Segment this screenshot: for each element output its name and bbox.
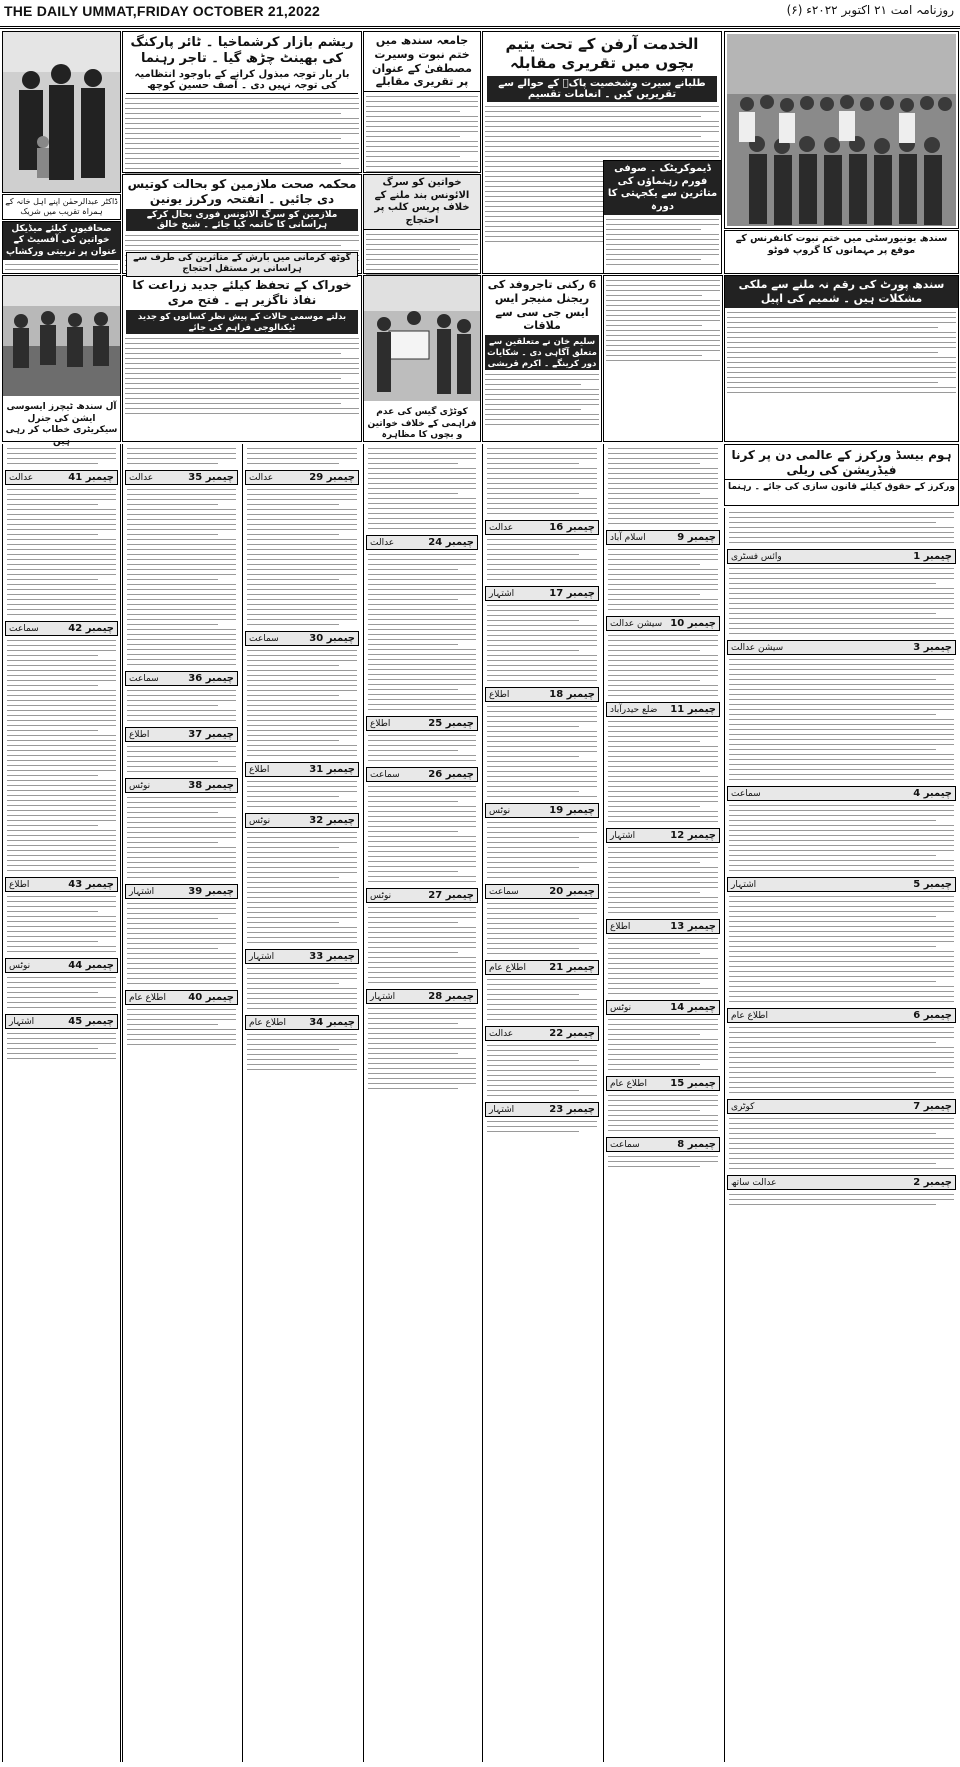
notice-header: چیمبر 25 اطلاع	[366, 716, 478, 731]
notice-header: چیمبر 10 سیشن عدالت	[606, 616, 720, 631]
notice-block	[606, 448, 720, 1167]
notice-column-3	[482, 444, 601, 1762]
notice-header: چیمبر 1 وائس فسٹری	[727, 549, 956, 564]
notice-header: چیمبر 28 اشتہار	[366, 989, 478, 1004]
story-tajir-body-a	[604, 280, 722, 361]
notice-header: چیمبر 36 سماعت	[125, 671, 238, 686]
notice-header: چیمبر 5 اشتہار	[727, 877, 956, 892]
notice-header: چیمبر 26 سماعت	[366, 767, 478, 782]
notice-column-2	[603, 444, 722, 1762]
notice-header: چیمبر 20 سماعت	[485, 884, 599, 899]
portrait-photo	[3, 32, 120, 192]
notice-header: چیمبر 41 عدالت	[5, 470, 118, 485]
story-khawateen-headline: خواتین کو سرگ الائونس بند ملنے کے خلاف پریس کلب پر احتجاج	[364, 175, 480, 230]
notice-block	[125, 448, 238, 1045]
feature-headline: ہوم بیسڈ ورکرز کے عالمی دن پر کرنا فیڈریشن کی ریلی	[731, 448, 952, 477]
notice-header: چیمبر 17 اشتہار	[485, 586, 599, 601]
portrait-photo-box	[2, 31, 121, 193]
story-jamia-body	[364, 96, 480, 182]
notice-header: چیمبر 13 اطلاع	[606, 919, 720, 934]
story-resham-headline: ریشم بازار کرشماخیا ۔ ٹائر پارکنگ کی بھینٹ چڑھ گیا ۔ تاجر رہنما	[130, 35, 354, 67]
story-alkhidmat-headline: الخدمت آرفن کے تحت یتیم بچوں میں تقریری مقابلہ	[505, 35, 699, 72]
notice-header: چیمبر 37 اطلاع	[125, 727, 238, 742]
story-tajir-wafd	[603, 275, 723, 442]
story-food-body	[123, 338, 361, 414]
story-jamia-headline: جامعہ سندھ میں ختم نبوت وسیرت مصطفیٰ کے عنوان پر تقریری مقابلے	[364, 32, 480, 92]
notice-header: چیمبر 39 اشتہار	[125, 884, 238, 899]
notice-header: چیمبر 38 نوٹس	[125, 778, 238, 793]
notice-header: چیمبر 2 عدالت ساتھ	[727, 1175, 956, 1190]
notice-header: چیمبر 42 سماعت	[5, 621, 118, 636]
story-food-security	[122, 275, 362, 442]
notice-block	[366, 448, 478, 1089]
notice-block	[5, 448, 118, 1059]
notice-header: چیمبر 12 اشتہار	[606, 828, 720, 843]
story-democratic-body	[604, 219, 721, 265]
group-photo-image	[727, 34, 956, 226]
protest-photo-box	[363, 275, 481, 442]
notice-header: چیمبر 34 اطلاع عام	[245, 1015, 359, 1030]
notice-header: چیمبر 9 اسلام آباد	[606, 530, 720, 545]
notice-header: چیمبر 16 عدالت	[485, 520, 599, 535]
story-workshop-headline: صحافیوں کیلئے میڈیکل خواتین کی آفسیٹ کے عنوان پر تربیتی ورکشاپ	[3, 222, 120, 260]
notice-header: چیمبر 15 اطلاع عام	[606, 1076, 720, 1091]
notice-header: چیمبر 14 نوٹس	[606, 1000, 720, 1015]
story-resham-body	[123, 98, 361, 174]
story-democratic-headline: ڈیموکریٹک ۔ صوفی فورم رہنماؤں کی متاثرین سے یکجہتی کا دورہ	[604, 161, 721, 215]
story-sindh-port	[724, 275, 959, 442]
spacer-12	[2, 196, 119, 218]
notice-block	[727, 512, 956, 1205]
story-tajir-sub: سلیم خان نے متعلقین سے متعلق آگاہی دی ۔ شکایات دور کرینگے ۔ اکرم قریشی	[485, 335, 599, 370]
story-democratic	[603, 160, 722, 274]
notice-header: چیمبر 32 نوٹس	[245, 813, 359, 828]
story-food-sub: بدلتے موسمی حالات کے پیش نظر کسانوں کو جدید ٹیکنالوجی فراہم کی جائے	[126, 310, 358, 334]
notice-block	[245, 448, 359, 1070]
feature-story	[724, 444, 959, 506]
teachers-caption: آل سندھ ٹیچرز ایسوسی ایشن کی جنرل سیکریٹری خطاب کر رہی ہیں	[5, 402, 118, 448]
notice-header: چیمبر 8 سماعت	[606, 1137, 720, 1152]
notice-header: چیمبر 23 اشتہار	[485, 1102, 599, 1117]
masthead	[0, 0, 960, 29]
teachers-photo-box	[2, 275, 121, 448]
story-sindh-port-body	[725, 312, 958, 393]
notice-header: چیمبر 24 عدالت	[366, 535, 478, 550]
notice-header: چیمبر 40 اطلاع عام	[125, 990, 238, 1005]
story-sindh-port-headline: سندھ پورٹ کی رقم نہ ملنے سے ملکی مشکلات ہیں ۔ شمیم کی اپیل	[725, 276, 958, 308]
notice-header: چیمبر 45 اشتہار	[5, 1014, 118, 1029]
notice-header: چیمبر 35 عدالت	[125, 470, 238, 485]
notice-header: چیمبر 3 سیشن عدالت	[727, 640, 956, 655]
notice-header: چیمبر 33 اشتہار	[245, 949, 359, 964]
story-tajir-body	[483, 374, 601, 425]
story-alkhidmat-sub: طلبانے سیرت وشخصیت پاکؐ کے حوالے سے تقریریں کیں ۔ انعامات تقسیم	[487, 76, 717, 102]
notice-header: چیمبر 18 اطلاع	[485, 687, 599, 702]
masthead-urdu: روزنامہ امت ۲۱ اکتوبر ۲۰۲۲ء (۶)	[786, 3, 954, 17]
notice-column-6	[122, 444, 240, 1762]
notice-header: چیمبر 7 کوٹری	[727, 1099, 956, 1114]
notice-column-7	[2, 444, 121, 1762]
notice-header: چیمبر 27 نوٹس	[366, 888, 478, 903]
story-tajir-main	[482, 275, 602, 442]
notice-header: چیمبر 22 عدالت	[485, 1026, 599, 1041]
story-resham-sub: بار بار توجہ مبذول کرانے کے باوجود انتظامیہ کی توجہ نہیں دی ۔ آصف حسین کوچھ	[126, 69, 358, 94]
story-khawateen	[363, 174, 481, 274]
notice-header: چیمبر 31 اطلاع	[245, 762, 359, 777]
protest-photo	[364, 276, 480, 401]
notice-column-5	[242, 444, 361, 1762]
notice-block	[485, 448, 599, 1132]
notice-header: چیمبر 43 اطلاع	[5, 877, 118, 892]
story-food-headline: خوراک کے تحفظ کیلئے جدید زراعت کا نفاذ ناگزیر ہے ۔ فتح مری	[132, 278, 352, 307]
notice-header: چیمبر 11 ضلع حیدرآباد	[606, 702, 720, 717]
story-goth-karmani-headline: گوٹھ کرمانی میں بارش کے متاثرین کی طرف سے ہراسانی پر مستقل احتجاج	[126, 252, 358, 277]
teachers-photo	[3, 276, 120, 396]
notice-header: چیمبر 29 عدالت	[245, 470, 359, 485]
story-tajir-headline: 6 رکنی تاجروفد کی ریجنل منیجر ایس ایس جی سی سے ملاقات	[487, 278, 597, 333]
feature-sub: ورکرز کے حقوق کیلئے قانون سازی کی جائے ۔ رہنما	[725, 479, 958, 492]
notice-header: چیمبر 6 اطلاع عام	[727, 1008, 956, 1023]
story-workshop-body	[3, 264, 120, 270]
notice-header: چیمبر 19 نوٹس	[485, 803, 599, 818]
story-workshop	[2, 221, 121, 274]
notice-column-1	[724, 508, 958, 1762]
notice-header: چیمبر 4 سماعت	[727, 786, 956, 801]
story-health-sub: ملازمین کو سرگ الائونس فوری بحال کرکے ہراسانی کا خاتمہ کیا جائے ۔ شیخ خالق	[126, 209, 358, 231]
group-photo	[727, 34, 956, 226]
notice-column-4	[363, 444, 480, 1762]
masthead-english: THE DAILY UMMAT,FRIDAY OCTOBER 21,2022	[4, 3, 320, 19]
protest-caption: کوٹڑی گیس کی عدم فراہمی کے خلاف خواتین و بچوں کا مظاہرہ	[367, 407, 477, 441]
portrait-caption: ڈاکٹر عبدالرحمٰن اپنے اہل خانہ کے ہمراہ تقریب میں شریک	[5, 197, 118, 217]
notice-header: چیمبر 21 اطلاع عام	[485, 960, 599, 975]
group-photo-box	[724, 31, 959, 229]
group-photo-caption: سندھ یونیورسٹی میں ختم نبوت کانفرنس کے موقع پر مہمانوں کا گروپ فوٹو	[735, 233, 948, 257]
story-khawateen-body	[364, 234, 480, 275]
story-health-headline: محکمہ صحت ملازمین کو بحالت کوتیس دی جائیں ۔ اتفتحہ ورکرز یونین	[127, 177, 357, 206]
notice-header: چیمبر 44 نوٹس	[5, 958, 118, 973]
story-jamia	[363, 31, 481, 173]
group-photo-caption-box	[724, 230, 959, 274]
story-resham-bazar	[122, 31, 362, 173]
notice-header: چیمبر 30 سماعت	[245, 631, 359, 646]
